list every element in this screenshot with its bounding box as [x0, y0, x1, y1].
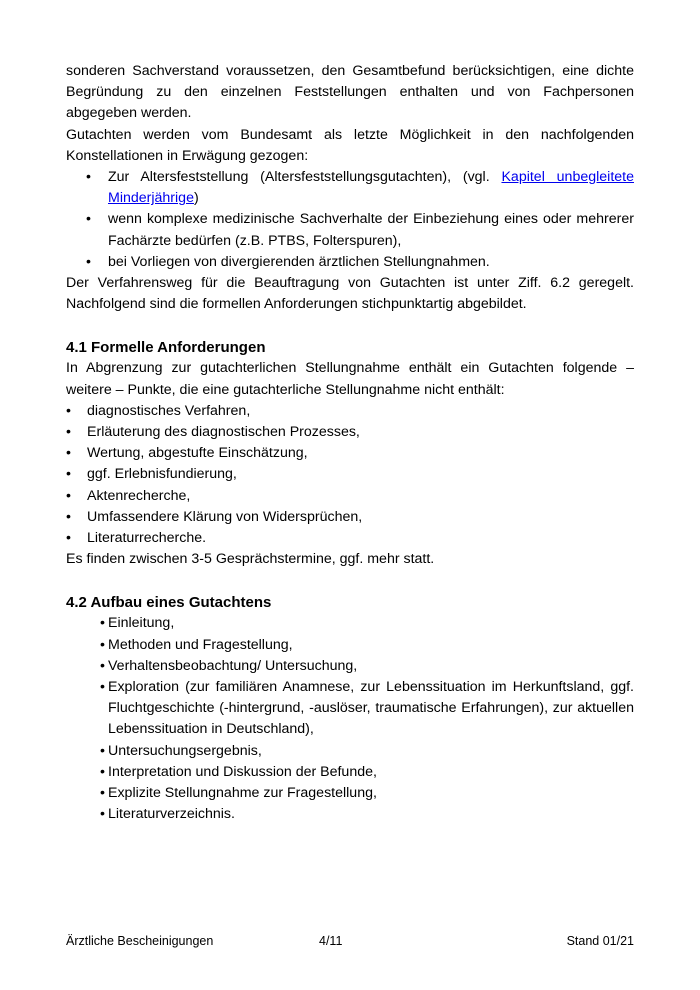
link-unbegleitete-minderjaehrige[interactable]: Kapitel unbegleitete Minderjährige — [108, 169, 634, 207]
list-item: • diagnostisches Verfahren, — [66, 401, 634, 422]
list-item: • Wertung, abgestufte Einschätzung, — [66, 443, 634, 464]
intro-paragraph-1: sonderen Sachverstand voraussetzen, den Gesamtbefund berücksichtigen, eine dichte Begründung zu den einzelnen Feststellungen enthalten und von Fachpersonen abgegeben werden. — [66, 63, 634, 122]
section-4-1-intro: In Abgrenzung zur gutachterlichen Stellungnahme enthält ein Gutachten folgende – weitere – Punkte, die eine gutachterliche Stellungnahme nicht enthält: — [66, 360, 634, 398]
list-item: • Aktenrecherche, — [66, 486, 634, 507]
section-heading-4-2: 4.2 Aufbau eines Gutachtens — [66, 594, 272, 612]
list-item: • Literaturrecherche. — [66, 528, 634, 549]
requirements-list — [66, 401, 634, 549]
list-item: • Erläuterung des diagnostischen Prozesses, — [66, 422, 634, 443]
list-item: • bei Vorliegen von divergierenden ärztlichen Stellungnahmen. — [66, 252, 634, 273]
footer-page-number: 4/11 — [319, 934, 343, 948]
intro-paragraph-2: Gutachten werden vom Bundesamt als letzte Möglichkeit in den nachfolgenden Konstellationen in Erwägung gezogen: — [66, 126, 634, 164]
list-item: • Exploration (zur familiären Anamnese, zur Lebenssituation im Herkunftsland, ggf. Fluchtgeschichte (-hintergrund, -auslöser, traumatische Erfahrungen), zur aktuellen Lebenssituation in Deutschland), — [66, 677, 634, 741]
list-item: • ggf. Erlebnisfundierung, — [66, 464, 634, 485]
list-item: • wenn komplexe medizinische Sachverhalte der Einbeziehung eines oder mehrerer Fachärzte bedürfen (z.B. PTBS, Folterspuren), — [66, 209, 634, 251]
constellation-list — [66, 167, 634, 273]
list-item: • Verhaltensbeobachtung/ Untersuchung, — [66, 656, 634, 677]
section-heading-4-1: 4.1 Formelle Anforderungen — [66, 339, 266, 357]
intro-paragraph-3: Der Verfahrensweg für die Beauftragung von Gutachten ist unter Ziff. 6.2 geregelt. Nachfolgend sind die formellen Anforderungen stichpunktartig abgebildet. — [66, 275, 634, 313]
list-item: • Interpretation und Diskussion der Befunde, — [66, 762, 634, 783]
list-item: • Methoden und Fragestellung, — [66, 635, 634, 656]
footer-document-title: Ärztliche Bescheinigungen — [66, 934, 214, 948]
list-item: • Zur Altersfeststellung (Altersfeststellungsgutachten), (vgl. Kapitel unbegleitete Minderjährige) — [66, 167, 634, 209]
list-item: • Explizite Stellungnahme zur Fragestellung, — [66, 783, 634, 804]
list-item: • Literaturverzeichnis. — [66, 804, 634, 825]
list-item: • Einleitung, — [66, 613, 634, 634]
document-page — [66, 61, 634, 826]
footer-version: Stand 01/21 — [566, 934, 634, 948]
structure-list — [66, 613, 634, 825]
section-4-1-outro: Es finden zwischen 3-5 Gesprächstermine, ggf. mehr statt. — [66, 551, 435, 568]
list-item: • Umfassendere Klärung von Widersprüchen, — [66, 507, 634, 528]
list-item: • Untersuchungsergebnis, — [66, 741, 634, 762]
